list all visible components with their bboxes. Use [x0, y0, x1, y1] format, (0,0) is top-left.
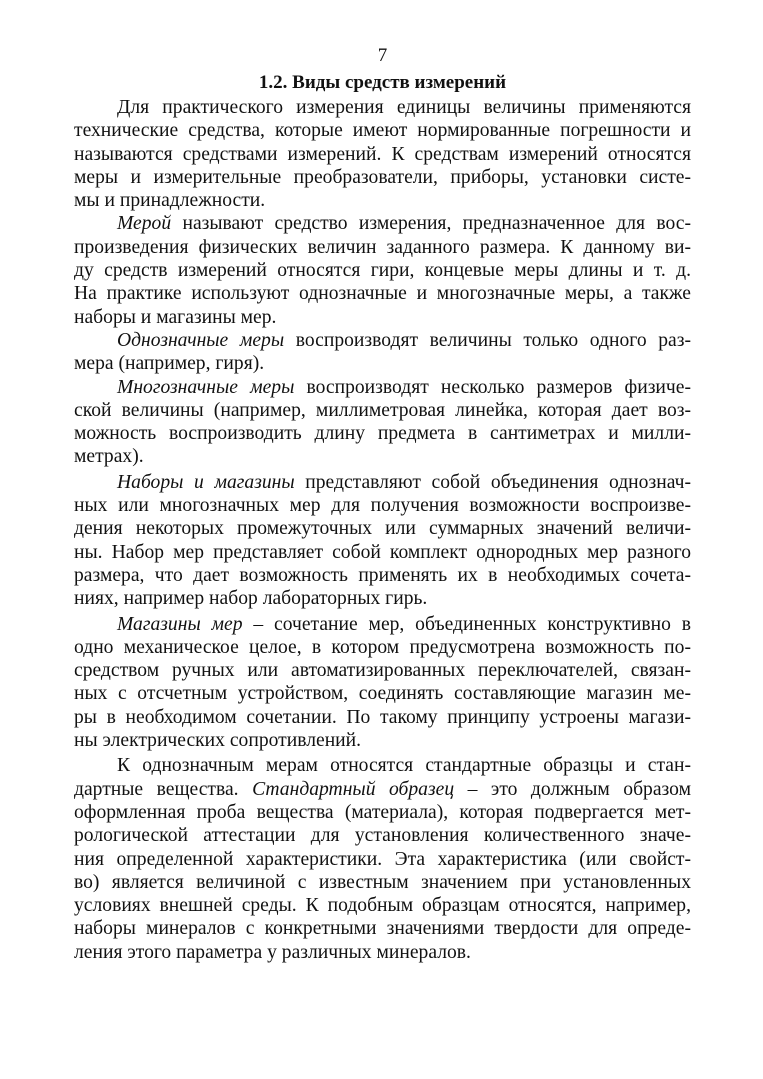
text-fragment: называют средство измерения, предназначенное для вос-: [171, 213, 691, 235]
text-line: рологической аттестации для установления количественного значе-: [74, 825, 691, 847]
text-line: На практике используют однозначные и многозначные меры, а также: [74, 283, 691, 305]
text-fragment: – сочетание мер, объединенных конструктивно в: [242, 613, 691, 635]
text-line: называются средствами измерений. К средствам измерений относятся: [74, 143, 691, 165]
term-italic: Мерой: [117, 213, 172, 235]
text-line: можность воспроизводить длину предмета в сантиметрах и милли-: [74, 423, 691, 445]
paragraph-intro: [74, 96, 691, 212]
text-line: условиях внешней среды. К подобным образцам относятся, например,: [74, 895, 691, 917]
paragraph-standard-samples: [74, 754, 691, 964]
text-line: метрах).: [74, 446, 144, 468]
page-number: 7: [377, 45, 388, 66]
section-title: 1.2. Виды средств измерений: [258, 72, 507, 93]
text-line: меры и измерительные преобразователи, приборы, установки систе-: [74, 166, 691, 188]
paragraph-sets: [74, 471, 691, 611]
text-line: наборы минералов с конкретными значениями твердости для опреде-: [74, 918, 691, 940]
term-italic: Наборы и магазины: [117, 471, 295, 493]
text-fragment: представляют собой объединения однознач-: [294, 471, 691, 493]
text-line: во) является величиной с известным значением при установленных: [74, 871, 691, 893]
text-line: [74, 471, 691, 494]
text-fragment: воспроизводят несколько размеров физиче-: [294, 376, 691, 398]
text-line: наборы и магазины мер.: [74, 306, 277, 328]
text-line: К однозначным мерам относятся стандартные образцы и стан-: [117, 755, 691, 777]
paragraph-stores: [74, 613, 691, 753]
text-line: мера (например, гиря).: [74, 353, 265, 375]
text-line: ду средств измерений относятся гири, концевые меры длины и т. д.: [74, 260, 691, 282]
text-line: [74, 376, 691, 399]
document-page: [74, 44, 691, 964]
text-line: Для практического измерения единицы величины применяются: [117, 97, 691, 118]
text-line: средством ручных или автоматизированных переключателей, связан-: [74, 660, 691, 682]
text-line: технические средства, которые имеют нормированные погрешности и: [74, 120, 691, 142]
text-line: одно механическое целое, в котором предусмотрена возможность по-: [74, 636, 691, 658]
text-line: произведения физических величин заданного размера. К данному ви-: [74, 236, 691, 258]
text-fragment: воспроизводят величины только одного раз-: [284, 329, 691, 351]
term-italic: Стандартный образец: [252, 778, 455, 800]
paragraph-multi-value: [74, 376, 691, 469]
text-fragment: – это должным образом: [454, 778, 691, 800]
text-line: мы и принадлежности.: [74, 190, 266, 212]
text-line: дения некоторых промежуточных или суммарных значений величи-: [74, 518, 691, 540]
text-line: [74, 778, 691, 801]
term-italic: Однозначные меры: [117, 329, 285, 351]
text-line: размера, что дает возможность применять их в необходимых сочета-: [74, 564, 691, 586]
text-line: ны. Набор мер представляет собой комплект однородных мер разного: [74, 541, 691, 563]
term-italic: Магазины мер: [117, 613, 243, 635]
paragraph-measure: [74, 212, 691, 328]
term-italic: Многозначные меры: [117, 376, 295, 398]
text-line: оформленная проба вещества (материала), которая подвергается мет-: [74, 801, 691, 823]
text-line: ления этого параметра у различных минералов.: [74, 941, 471, 963]
text-line: ской величины (например, миллиметровая линейка, которая дает воз-: [74, 399, 691, 421]
text-line: ниях, например набор лабораторных гирь.: [74, 588, 428, 610]
text-line: ных с отсчетным устройством, соединять составляющие магазин ме-: [74, 683, 691, 705]
text-line: ния определенной характеристики. Эта характеристика (или свойст-: [74, 848, 691, 870]
paragraph-single-value: [74, 329, 691, 376]
text-line: ных или многозначных мер для получения возможности воспроизве-: [74, 495, 691, 517]
text-line: [74, 212, 691, 235]
text-line: [74, 329, 691, 352]
text-line: ны электрических сопротивлений.: [74, 730, 362, 752]
text-line: [74, 613, 691, 636]
text-line: ры в необходимом сочетании. По такому принципу устроены магази-: [74, 706, 691, 728]
text-fragment: дартные вещества.: [74, 778, 253, 800]
